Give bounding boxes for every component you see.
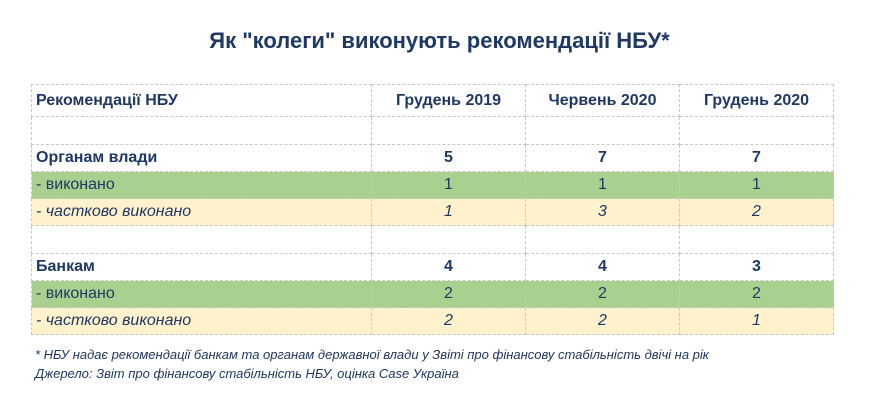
table-row-authorities-partial bbox=[32, 199, 834, 226]
cell-value: 2 bbox=[526, 281, 680, 308]
table-header-row bbox=[32, 85, 834, 117]
cell-value: 2 bbox=[526, 308, 680, 335]
cell-value: 1 bbox=[680, 308, 834, 335]
table-spacer-row bbox=[32, 226, 834, 254]
cell-value: 7 bbox=[680, 145, 834, 172]
cell-value: 3 bbox=[526, 199, 680, 226]
cell-value: 1 bbox=[372, 172, 526, 199]
cell-value: 2 bbox=[372, 281, 526, 308]
row-label: - виконано bbox=[32, 281, 372, 308]
table-row-authorities bbox=[32, 145, 834, 172]
cell-value: 2 bbox=[680, 199, 834, 226]
table-row-banks-partial bbox=[32, 308, 834, 335]
footnote: * НБУ надає рекомендації банкам та органам державної влади у Звіті про фінансову стабільність двічі на рік bbox=[35, 347, 709, 362]
table-row-authorities-done bbox=[32, 172, 834, 199]
cell-value: 4 bbox=[372, 254, 526, 281]
cell-value: 2 bbox=[372, 308, 526, 335]
row-label: - частково виконано bbox=[32, 308, 372, 335]
header-cell-dec-2020: Грудень 2020 bbox=[680, 85, 834, 117]
cell-value: 7 bbox=[526, 145, 680, 172]
header-cell-jun-2020: Червень 2020 bbox=[526, 85, 680, 117]
cell-value: 2 bbox=[680, 281, 834, 308]
recommendations-table bbox=[31, 84, 834, 335]
cell-value: 5 bbox=[372, 145, 526, 172]
header-cell-label: Рекомендації НБУ bbox=[32, 85, 372, 117]
cell-value: 1 bbox=[680, 172, 834, 199]
page-title: Як "колеги" виконують рекомендації НБУ* bbox=[209, 28, 670, 53]
row-label: Банкам bbox=[32, 254, 372, 281]
table-row-banks-done bbox=[32, 281, 834, 308]
row-label: Органам влади bbox=[32, 145, 372, 172]
cell-value: 1 bbox=[526, 172, 680, 199]
cell-value: 4 bbox=[526, 254, 680, 281]
source-note: Джерело: Звіт про фінансову стабільність НБУ, оцінка Case Україна bbox=[35, 366, 459, 381]
table-spacer-row bbox=[32, 117, 834, 145]
cell-value: 1 bbox=[372, 199, 526, 226]
row-label: - виконано bbox=[32, 172, 372, 199]
table-row-banks bbox=[32, 254, 834, 281]
cell-value: 3 bbox=[680, 254, 834, 281]
header-cell-dec-2019: Грудень 2019 bbox=[372, 85, 526, 117]
row-label: - частково виконано bbox=[32, 199, 372, 226]
